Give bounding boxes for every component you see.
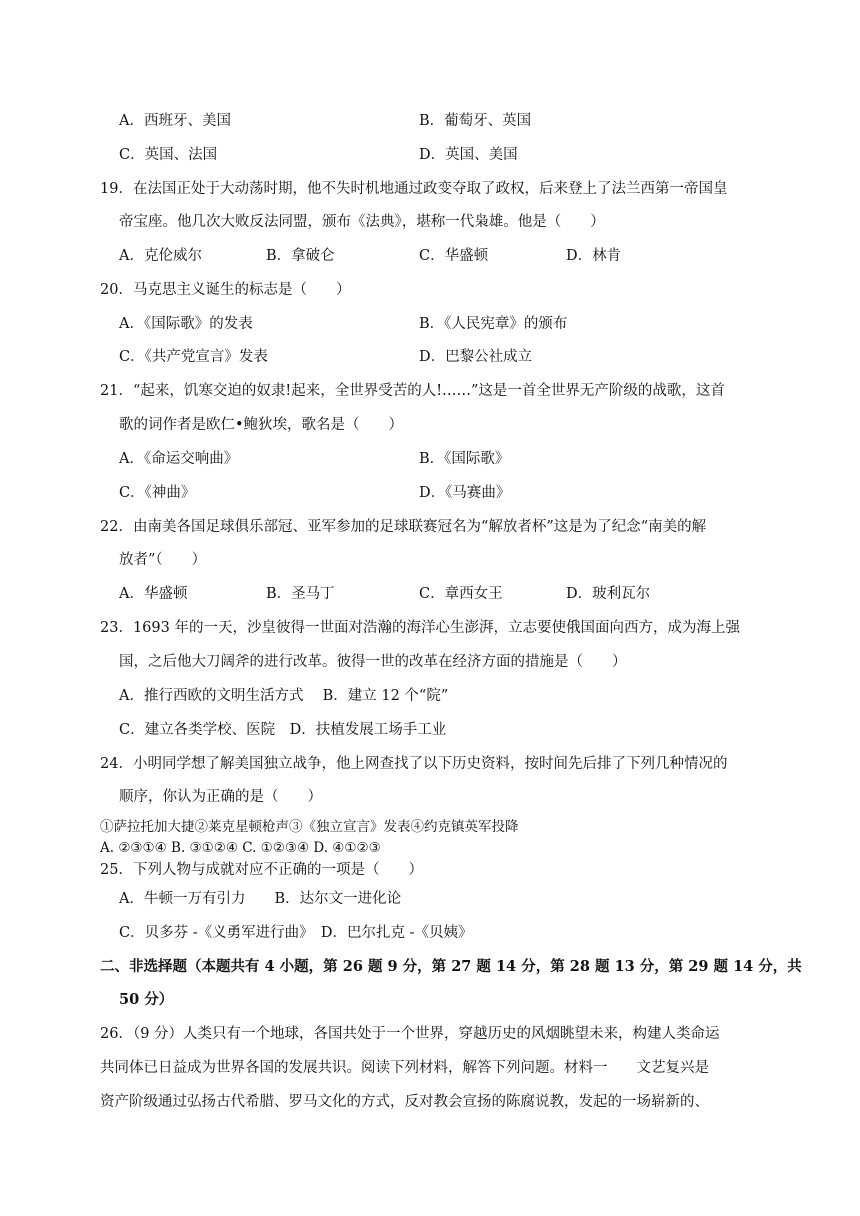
- option-c: C．英国、法国: [119, 147, 218, 163]
- question-26-stem: 26．（9 分）人类只有一个地球，各国共处于一个世界，穿越历史的风烟眺望未来，构建人类命运: [100, 1026, 720, 1042]
- q21-option-a: A．《命运交响曲》: [119, 451, 239, 467]
- q22-option-b: B．圣马丁: [266, 586, 335, 602]
- q19-option-c: C．华盛顿: [419, 248, 489, 264]
- q20-option-c: C．《共产党宣言》发表: [119, 349, 268, 365]
- section-2-heading-cont: 50 分）: [119, 991, 174, 1008]
- question-24-stem-cont: 顺序，你认为正确的是（ ）: [119, 789, 322, 805]
- question-23-stem-cont: 国，之后他大刀阔斧的进行改革。彼得一世的改革在经济方面的措施是（ ）: [119, 654, 627, 670]
- q22-option-d: D．玻利瓦尔: [566, 586, 651, 602]
- q20-option-d: D．巴黎公社成立: [419, 349, 533, 365]
- q23-options-cd: C．建立各类学校、医院 D．扶植发展工场手工业: [119, 722, 447, 738]
- option-a: A．西班牙、美国: [119, 113, 231, 129]
- option-b: B．葡萄牙、英国: [419, 113, 532, 129]
- question-23-stem: 23．1693 年的一天，沙皇彼得一世面对浩瀚的海洋心生澎湃，立志要使俄国面向西方，成为海上强: [100, 620, 740, 636]
- question-22-stem-cont: 放者”（ ）: [119, 552, 207, 568]
- q21-option-c: C．《神曲》: [119, 485, 196, 501]
- question-26-stem-cont: 共同体已日益成为世界各国的发展共识。阅读下列材料，解答下列问题。材料一 文艺复兴是: [100, 1060, 709, 1076]
- question-25-stem: 25．下列人物与成就对应不正确的一项是（ ）: [100, 862, 423, 878]
- q24-events: ①萨拉托加大捷②莱克星顿枪声③《独立宣言》发表④约克镇英军投降: [100, 819, 519, 835]
- question-20-stem: 20．马克思主义诞生的标志是（ ）: [100, 282, 351, 298]
- q20-option-b: B．《人民宪章》的颁布: [419, 316, 568, 332]
- q25-options-cd: C．贝多芬 -《义勇军进行曲》 D．巴尔扎克 -《贝姨》: [119, 925, 473, 941]
- q21-option-b: B．《国际歌》: [419, 451, 510, 467]
- q19-option-b: B．拿破仑: [266, 248, 335, 264]
- question-19-stem-cont: 帝宝座。他几次大败反法同盟，颁布《法典》，堪称一代枭雄。他是（ ）: [119, 214, 605, 230]
- question-24-stem: 24．小明同学想了解美国独立战争，他上网查找了以下历史资料，按时间先后排了下列几种情况的: [100, 756, 728, 772]
- q22-option-c: C．章西女王: [419, 586, 503, 602]
- q23-options-ab: A．推行西欧的文明生活方式 B．建立 12 个“院”: [119, 688, 449, 704]
- q19-option-d: D．林肯: [566, 248, 622, 264]
- q22-option-a: A．华盛顿: [119, 586, 188, 602]
- question-19-stem: 19．在法国正处于大动荡时期，他不失时机地通过政变夺取了政权，后来登上了法兰西第一帝国皇: [100, 181, 728, 197]
- option-d: D．英国、美国: [419, 147, 518, 163]
- q20-option-a: A．《国际歌》的发表: [119, 316, 253, 332]
- q21-option-d: D．《马赛曲》: [419, 485, 511, 501]
- question-22-stem: 22．由南美各国足球俱乐部冠、亚军参加的足球联赛冠名为“解放者杯”这是为了纪念“南美的解: [100, 519, 707, 535]
- question-26-stem-cont-2: 资产阶级通过弘扬古代希腊、罗马文化的方式，反对教会宣扬的陈腐说教，发起的一场崭新的、: [100, 1094, 709, 1110]
- question-21-stem: 21．“起来，饥寒交迫的奴隶!起来，全世界受苦的人!……”这是一首全世界无产阶级的战歌，这首: [100, 383, 725, 399]
- section-2-heading: 二、非选择题（本题共有 4 小题，第 26 题 9 分，第 27 题 14 分，第 28 题 13 分，第 29 题 14 分，共: [100, 958, 802, 975]
- q19-option-a: A．克伦威尔: [119, 248, 202, 264]
- q24-options: A. ②③①④ B. ③①②④ C. ①②③④ D. ④①②③: [100, 840, 381, 856]
- question-21-stem-cont: 歌的词作者是欧仁•鲍狄埃，歌名是（ ）: [119, 417, 404, 433]
- q25-options-ab: A．牛顿一万有引力 B．达尔文一进化论: [119, 891, 402, 907]
